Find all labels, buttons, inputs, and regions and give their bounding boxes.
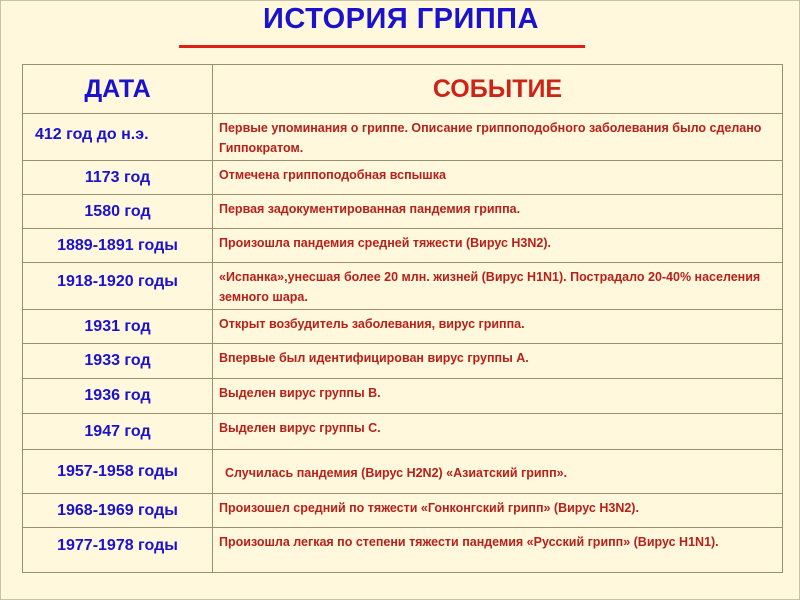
event-cell: Произошел средний по тяжести «Гонконгский грипп» (Вирус H3N2). [213,494,783,528]
table-row [23,263,783,310]
table-row [23,195,783,229]
event-cell: Открыт возбудитель заболевания, вирус гриппа. [213,310,783,344]
event-cell: Впервые был идентифицирован вирус группы А. [213,344,783,379]
table-row [23,379,783,414]
date-cell: 1173 год [23,161,213,195]
date-cell: 1947 год [23,414,213,450]
event-cell: Первая задокументированная пандемия гриппа. [213,195,783,229]
event-cell: Отмечена гриппоподобная вспышка [213,161,783,195]
title-underline [179,45,585,48]
table-row [23,161,783,195]
event-cell: «Испанка»,унесшая более 20 млн. жизней (Вирус H1N1). Пострадало 20-40% населения земного шара. [213,263,783,310]
table-row [23,229,783,263]
event-cell: Выделен вирус группы С. [213,414,783,450]
event-cell: Произошла пандемия средней тяжести (Вирус H3N2). [213,229,783,263]
page-title: ИСТОРИЯ ГРИППА [263,3,539,35]
date-cell: 1977-1978 годы [23,528,213,573]
table-row [23,494,783,528]
date-cell: 1889-1891 годы [23,229,213,263]
table-row [23,528,783,573]
date-cell: 1931 год [23,310,213,344]
event-cell: Произошла легкая по степени тяжести пандемия «Русский грипп» (Вирус H1N1). [213,528,783,573]
table-row [23,450,783,494]
date-cell: 412 год до н.э. [23,114,213,161]
table-row [23,414,783,450]
date-cell: 1933 год [23,344,213,379]
table-row [23,344,783,379]
flu-history-table [22,64,783,573]
table-row [23,114,783,161]
date-column-header: ДАТА [23,65,213,114]
table-row [23,310,783,344]
date-cell: 1968-1969 годы [23,494,213,528]
date-cell: 1957-1958 годы [23,450,213,494]
event-cell: Первые упоминания о гриппе. Описание гриппоподобного заболевания было сделано Гиппократом. [213,114,783,161]
event-cell: Выделен вирус группы В. [213,379,783,414]
date-cell: 1918-1920 годы [23,263,213,310]
date-cell: 1580 год [23,195,213,229]
event-column-header: СОБЫТИЕ [213,65,783,114]
table-header-row [23,65,783,114]
event-cell: Случилась пандемия (Вирус H2N2) «Азиатский грипп». [213,450,783,494]
date-cell: 1936 год [23,379,213,414]
